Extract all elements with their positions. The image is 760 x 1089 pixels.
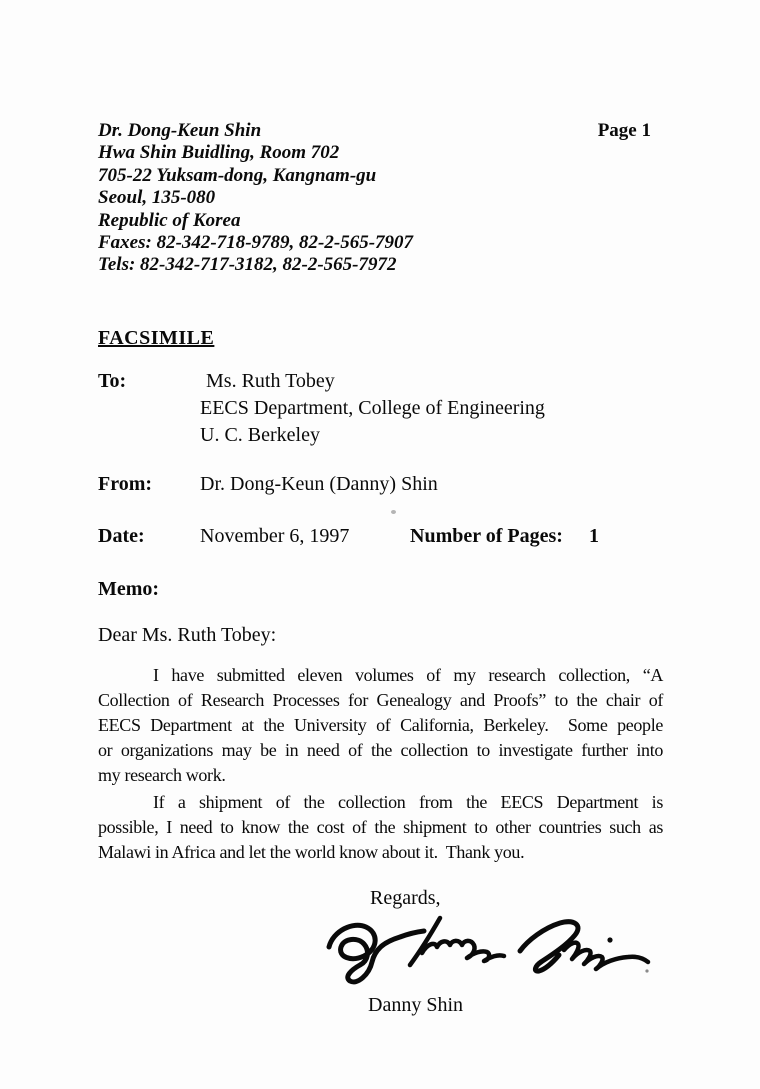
salutation: Dear Ms. Ruth Tobey: xyxy=(98,623,277,646)
recipient-institution: U. C. Berkeley xyxy=(200,423,320,446)
body-line: possible, I need to know the cost of the shipment to other countries such as xyxy=(98,816,663,837)
body-paragraph xyxy=(98,790,663,865)
body-paragraph xyxy=(98,663,663,788)
page-number: Page 1 xyxy=(597,120,651,141)
memo-row xyxy=(98,576,663,603)
body-line: my research work. xyxy=(98,764,226,785)
to-row xyxy=(98,368,663,449)
handwritten-signature-image xyxy=(326,915,651,987)
body-line: Malawi in Africa and let the world know about it. Thank you. xyxy=(98,841,525,862)
sender-header-first-line xyxy=(98,120,663,142)
date-value: November 6, 1997 xyxy=(200,524,350,547)
memo-label: Memo: xyxy=(98,577,160,600)
sender-name: Dr. Dong-Keun Shin xyxy=(98,120,262,141)
sender-header xyxy=(98,120,663,277)
from-row xyxy=(98,471,663,498)
address-line: Seoul, 135-080 xyxy=(98,187,216,209)
date-label: Date: xyxy=(98,524,145,547)
pages-value: 1 xyxy=(588,524,599,547)
pages-label: Number of Pages: xyxy=(410,524,563,547)
body-line: EECS Department at the University of California, Berkeley. Some people xyxy=(98,714,663,735)
address-line: 705-22 Yuksam-dong, Kangnam-gu xyxy=(98,164,377,186)
sender-fax-numbers: Faxes: 82-342-718-9789, 82-2-565-7907 xyxy=(98,232,414,254)
address-line: Republic of Korea xyxy=(98,209,241,231)
letter-content xyxy=(98,120,663,1018)
from-label: From: xyxy=(98,472,153,495)
address-line: Hwa Shin Buidling, Room 702 xyxy=(98,142,340,164)
recipient-name: Ms. Ruth Tobey xyxy=(206,369,335,392)
sender-tel-numbers: Tels: 82-342-717-3182, 82-2-565-7972 xyxy=(98,254,397,276)
body-line: Collection of Research Processes for Genealogy and Proofs” to the chair of xyxy=(98,689,663,710)
body-line: I have submitted eleven volumes of my research collection, “A xyxy=(153,664,663,685)
scan-artifact-dot xyxy=(391,510,396,514)
to-label: To: xyxy=(98,369,127,392)
signer-name: Danny Shin xyxy=(368,993,463,1016)
recipient-department: EECS Department, College of Engineering xyxy=(200,396,545,419)
body-line: If a shipment of the collection from the EECS Department is xyxy=(153,791,663,812)
closing-word: Regards, xyxy=(370,886,441,909)
facsimile-title: FACSIMILE xyxy=(98,326,215,349)
date-row xyxy=(98,523,663,550)
body-line: or organizations may be in need of the collection to investigate further into xyxy=(98,739,663,760)
to-lines xyxy=(200,368,545,449)
closing-block xyxy=(98,886,663,1018)
from-value: Dr. Dong-Keun (Danny) Shin xyxy=(200,472,438,495)
